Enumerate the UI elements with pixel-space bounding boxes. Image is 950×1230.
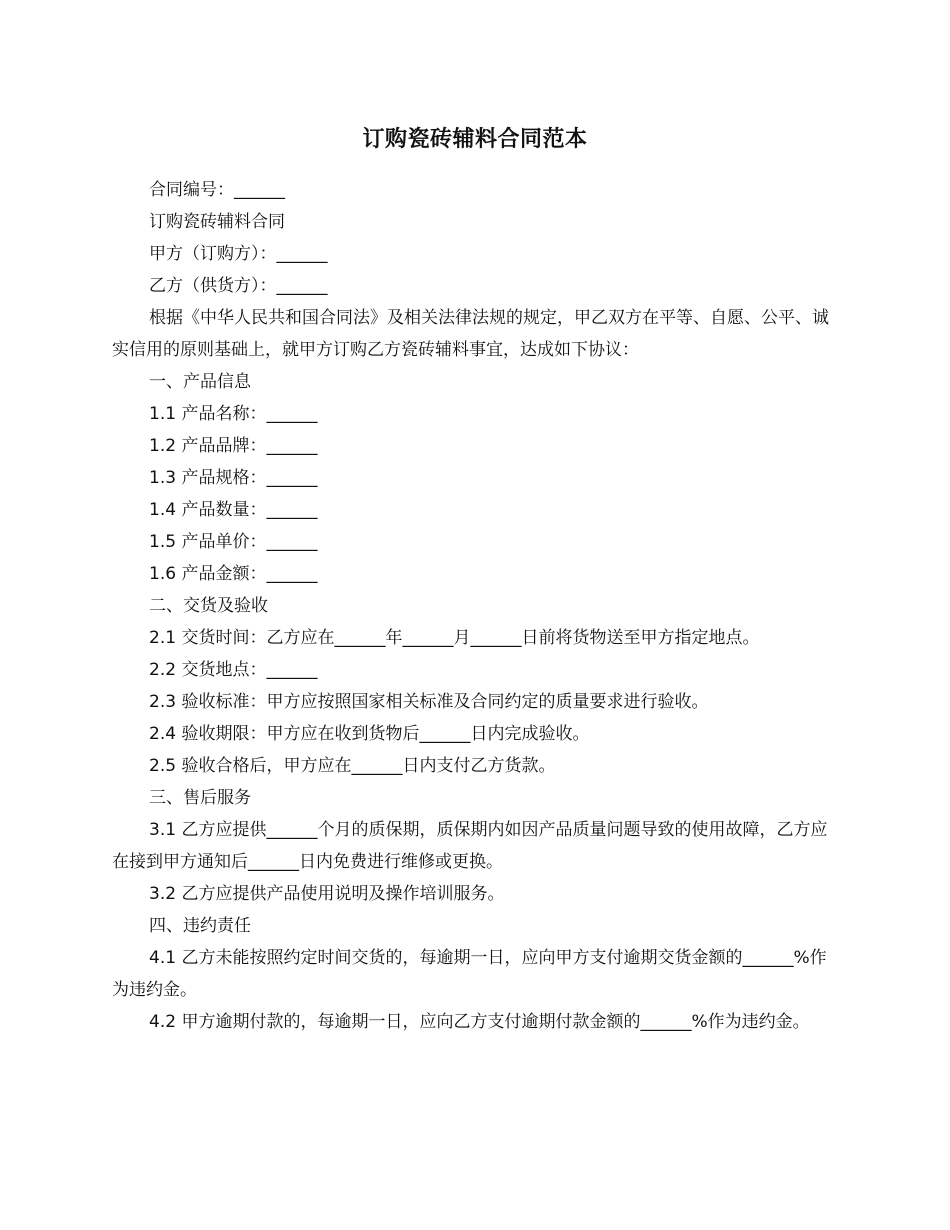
clause-1-6: 1.6 产品金额：______ <box>149 564 318 584</box>
clause-1-4: 1.4 产品数量：______ <box>149 500 318 520</box>
document-title: 订购瓷砖辅料合同范本 <box>362 127 588 152</box>
clause-2-1: 2.1 交货时间：乙方应在______年______月______日前将货物送至甲方指定地点。 <box>149 628 760 648</box>
document-body <box>112 174 842 1038</box>
clause-2-3: 2.3 验收标准：甲方应按照国家相关标准及合同约定的质量要求进行验收。 <box>149 692 709 712</box>
section-heading-after-sales: 三、售后服务 <box>149 788 251 808</box>
clause-3-2: 3.2 乙方应提供产品使用说明及操作培训服务。 <box>149 884 505 904</box>
clause-2-5: 2.5 验收合格后，甲方应在______日内支付乙方货款。 <box>149 756 556 776</box>
contract-number-line: 合同编号：______ <box>149 180 285 200</box>
clause-4-2: 4.2 甲方逾期付款的，每逾期一日，应向乙方支付逾期付款金额的______%作为违约金。 <box>149 1012 810 1032</box>
clause-3-1: 3.1 乙方应提供______个月的质保期，质保期内如因产品质量问题导致的使用故障，乙方应在接到甲方通知后______日内免费进行维修或更换。 <box>112 820 828 872</box>
party-b-line: 乙方（供货方）：______ <box>149 276 328 296</box>
clause-1-2: 1.2 产品品牌：______ <box>149 436 318 456</box>
contract-subtitle: 订购瓷砖辅料合同 <box>149 212 285 232</box>
section-heading-delivery: 二、交货及验收 <box>149 596 268 616</box>
clause-1-3: 1.3 产品规格：______ <box>149 468 318 488</box>
clause-2-4: 2.4 验收期限：甲方应在收到货物后______日内完成验收。 <box>149 724 590 744</box>
clause-2-2: 2.2 交货地点：______ <box>149 660 318 680</box>
preamble-paragraph: 根据《中华人民共和国合同法》及相关法律法规的规定，甲乙双方在平等、自愿、公平、诚实信用的原则基础上，就甲方订购乙方瓷砖辅料事宜，达成如下协议： <box>112 308 829 360</box>
party-a-line: 甲方（订购方）：______ <box>149 244 328 264</box>
clause-4-1: 4.1 乙方未能按照约定时间交货的，每逾期一日，应向甲方支付逾期交货金额的______%作为违约金。 <box>112 948 827 1000</box>
clause-1-5: 1.5 产品单价：______ <box>149 532 318 552</box>
clause-1-1: 1.1 产品名称：______ <box>149 404 318 424</box>
section-heading-liability: 四、违约责任 <box>149 916 251 936</box>
section-heading-product-info: 一、产品信息 <box>149 372 251 392</box>
